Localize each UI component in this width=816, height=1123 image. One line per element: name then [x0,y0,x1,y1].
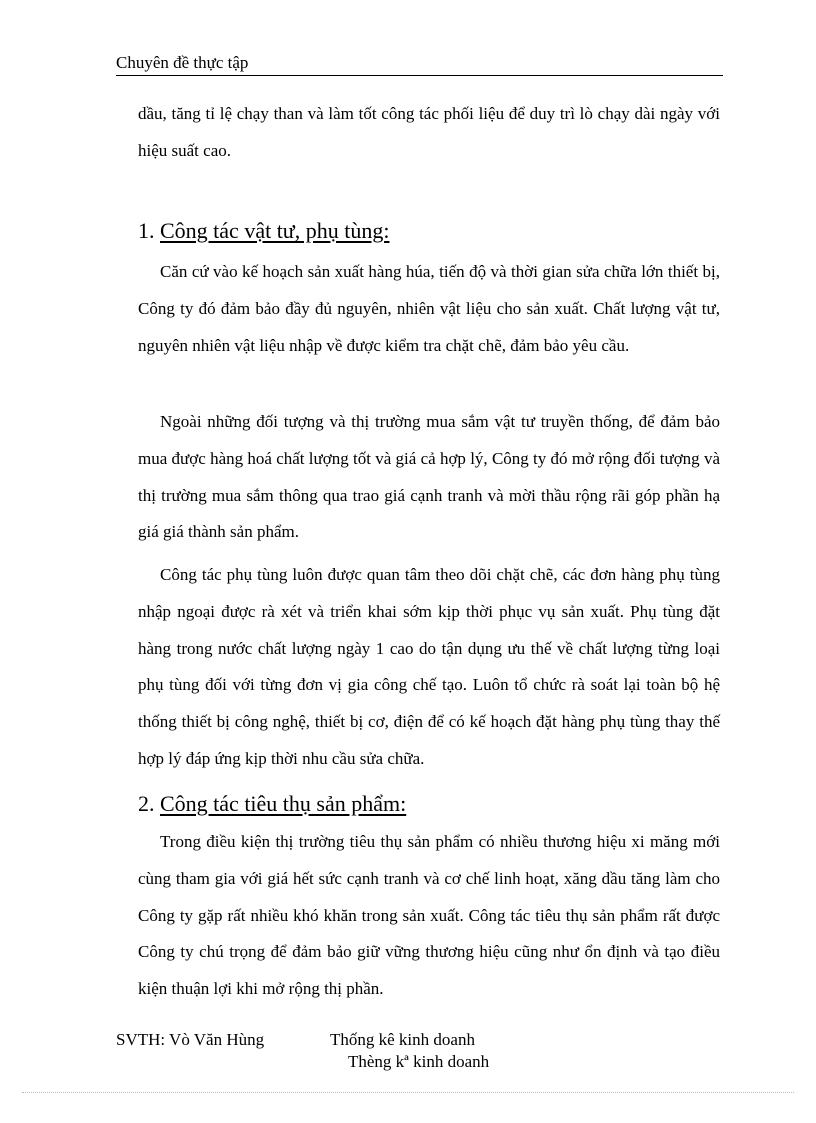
page-edge-divider [22,1092,794,1093]
paragraph: Trong điều kiện thị trường tiêu thụ sản phẩm có nhiều thương hiệu xi măng mới cùng tham gia với giá hết sức cạnh tranh và cơ chế linh hoạt, xăng dầu tăng làm cho Công ty gặp rất nhiều khó khăn trong sản xuất. Công tác tiêu thụ sản phẩm rất được Công ty chú trọng để đảm bảo giữ vững thương hiệu cũng như ổn định và tạo điều kiện thuận lợi khi mở rộng thị phần. [138,832,720,999]
footer-department-garbled: Thèng kª kinh doanh [348,1052,490,1071]
footer-department: Thống kê kinh doanh [330,1030,475,1049]
section-number: 1. [138,218,155,243]
paragraph: Công tác phụ tùng luôn được quan tâm theo dõi chặt chẽ, các đơn hàng phụ tùng nhập ngoại được rà xét và triển khai sớm kịp thời phục vụ sản xuất. Phụ tùng đặt hàng trong nước chất lượng ngày 1 cao do tận dụng ưu thế về chất lượng từng loại phụ tùng đối với từng đơn vị gia công chế tạo. Luôn tổ chức rà soát lại toàn bộ hệ thống thiết bị công nghệ, thiết bị cơ, điện để có kế hoạch đặt hàng phụ tùng thay thế hợp lý đáp ứng kịp thời nhu cầu sửa chữa. [138,565,720,768]
section-heading-1 [138,217,389,245]
section-heading-2 [138,790,406,818]
paragraph: Ngoài những đối tượng và thị trường mua sắm vật tư truyền thống, để đảm bảo mua được hàng hoá chất lượng tốt và giá cả hợp lý, Công ty đó mở rộng đối tượng và thị trường mua sắm thông qua trao giá cạnh tranh và mời thầu rộng rãi góp phần hạ giá giá thành sản phẩm. [138,412,720,542]
header-title: Chuyên đề thực tập [116,53,249,72]
paragraph: Căn cứ vào kế hoạch sản xuất hàng húa, tiến độ và thời gian sửa chữa lớn thiết bị, Công ty đó đảm bảo đầy đủ nguyên, nhiên vật liệu cho sản xuất. Chất lượng vật tư, nguyên nhiên vật liệu nhập về được kiểm tra chặt chẽ, đảm bảo yêu cầu. [138,262,720,355]
page-header [116,52,723,76]
section-title: Công tác tiêu thụ sản phẩm: [160,791,407,816]
footer-student: SVTH: Vò Văn Hùng [116,1030,265,1049]
section-number: 2. [138,791,155,816]
section-title: Công tác vật tư, phụ tùng: [160,218,390,243]
paragraph-continuation: dầu, tăng tỉ lệ chạy than và làm tốt công tác phối liệu để duy trì lò chạy dài ngày với hiệu suất cao. [138,104,720,160]
